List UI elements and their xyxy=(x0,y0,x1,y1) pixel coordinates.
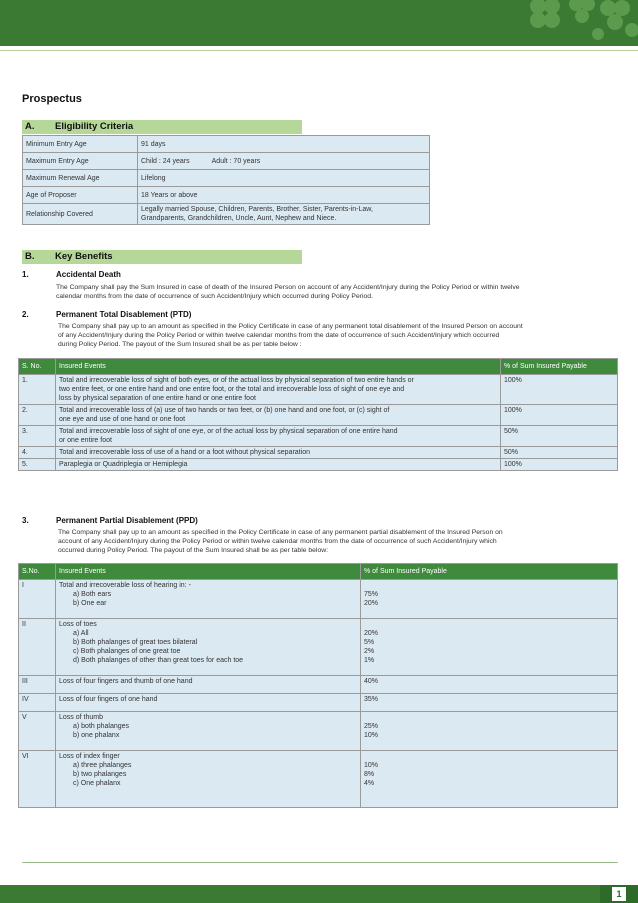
cell-sno: I xyxy=(19,580,56,619)
percent-value: 10% xyxy=(364,762,379,769)
cell-sno: III xyxy=(19,676,56,694)
percent-value: 4% xyxy=(364,780,375,787)
item-2-description xyxy=(58,322,624,349)
cell-sno: 4. xyxy=(19,447,56,459)
table-row xyxy=(23,187,430,204)
table-row xyxy=(19,619,618,676)
cell-percent: 100% xyxy=(501,405,618,426)
table-row xyxy=(19,676,618,694)
desc-line: account of any Accident/Injury during the Policy Period or within twelve calendar months from the date of occurrence of such Accident/Injury which xyxy=(58,538,497,545)
percent-value: 5% xyxy=(364,639,375,646)
col-header-percent: % of Sum Insured Payable xyxy=(361,564,618,580)
event-head: Total and irrecoverable loss of hearing in: - xyxy=(59,582,191,589)
elig-value-child: Child : 24 years xyxy=(141,157,190,165)
item-2-heading xyxy=(22,310,191,319)
cell-event xyxy=(56,405,501,426)
item-3-heading xyxy=(22,516,198,525)
elig-value xyxy=(138,153,430,170)
percent-value: 20% xyxy=(364,630,379,637)
table-row xyxy=(19,405,618,426)
cell-sno: V xyxy=(19,712,56,751)
elig-value-line: Grandparents, Grandchildren, Uncle, Aunt, Nephew and Niece. xyxy=(141,215,337,222)
table-row xyxy=(19,426,618,447)
section-b-heading xyxy=(22,250,302,264)
percent-value: 75% xyxy=(364,591,379,598)
event-sub: b) Both phalanges of great toes bilateral xyxy=(73,639,198,646)
percent-value: 25% xyxy=(364,723,379,730)
page-number: 1 xyxy=(612,887,626,901)
section-a-letter: A. xyxy=(25,121,35,132)
table-row xyxy=(19,712,618,751)
table-row xyxy=(19,375,618,405)
cell-sno: II xyxy=(19,619,56,676)
event-line: Total and irrecoverable loss of (a) use of two hands or two feet, or (b) one hand and one foot, or (c) sight of xyxy=(59,407,390,414)
desc-line: calendar months from the date of occurrence of such Accident/Injury which occurred during Policy Period. xyxy=(56,293,373,300)
cell-percent: 50% xyxy=(501,447,618,459)
elig-value-adult: Adult : 70 years xyxy=(211,157,261,165)
cell-sno: VI xyxy=(19,751,56,808)
page-title: Prospectus xyxy=(22,93,82,105)
table-row xyxy=(23,204,430,225)
col-header-events: Insured Events xyxy=(56,359,501,375)
cell-sno: 5. xyxy=(19,459,56,471)
table-header-row xyxy=(19,564,618,580)
desc-line: of any Accident/Injury during the Policy Period or within twelve calendar months from the date of occurrence of such Accident/Injury which occurred xyxy=(58,332,500,339)
desc-line: The Company shall pay up to an amount as specified in the Policy Certificate in case of any permanent partial disablement of the Insured Person on xyxy=(58,529,503,536)
table-row xyxy=(19,580,618,619)
item-1-number: 1. xyxy=(22,270,29,279)
cell-percent: 100% xyxy=(501,459,618,471)
item-3-number: 3. xyxy=(22,516,29,525)
elig-value xyxy=(138,204,430,225)
event-sub: a) All xyxy=(73,630,89,637)
event-line: two entire feet, or one entire hand and one entire foot, or the total and irrecoverable loss of sight of one eye and xyxy=(59,386,405,393)
event-sub: c) One phalanx xyxy=(73,780,121,787)
cell-percent: 35% xyxy=(361,694,618,712)
desc-line: during Policy Period. The payout of the Sum Insured shall be as per table below : xyxy=(58,341,302,348)
cell-sno: 3. xyxy=(19,426,56,447)
item-3-title: Permanent Partial Disablement (PPD) xyxy=(56,516,198,525)
cell-event: Total and irrecoverable loss of use of a hand or a foot without physical separation xyxy=(56,447,501,459)
cell-event xyxy=(56,426,501,447)
clover-logo-icon xyxy=(518,0,638,46)
elig-label: Minimum Entry Age xyxy=(23,136,138,153)
event-line: Total and irrecoverable loss of sight of both eyes, or of the actual loss by physical separation of two entire hands or xyxy=(59,377,414,384)
cell-percent: 40% xyxy=(361,676,618,694)
event-line: loss by physical separation of one entire hand or one entire foot xyxy=(59,395,256,402)
event-sub: a) Both ears xyxy=(73,591,112,598)
cell-percent xyxy=(361,580,618,619)
desc-line: occurred during Policy Period. The payout of the Sum Insured shall be as per table below: xyxy=(58,547,329,554)
event-sub: a) three phalanges xyxy=(73,762,132,769)
elig-value: Lifelong xyxy=(138,170,430,187)
cell-event xyxy=(56,712,361,751)
footer-banner xyxy=(0,885,638,903)
item-3-description xyxy=(58,528,624,555)
cell-event xyxy=(56,580,361,619)
table-row xyxy=(19,751,618,808)
table-row xyxy=(19,459,618,471)
event-line: or one entire foot xyxy=(59,437,112,444)
col-header-percent: % of Sum Insured Payable xyxy=(501,359,618,375)
item-2-title: Permanent Total Disablement (PTD) xyxy=(56,310,192,319)
eligibility-table xyxy=(22,135,430,225)
cell-sno: IV xyxy=(19,694,56,712)
ptd-table xyxy=(18,358,618,471)
percent-value: 1% xyxy=(364,657,375,664)
top-rule xyxy=(0,46,638,51)
item-1-heading xyxy=(22,270,121,279)
section-a-title: Eligibility Criteria xyxy=(55,121,134,132)
event-head: Loss of index finger xyxy=(59,753,120,760)
table-row xyxy=(19,694,618,712)
percent-value: 8% xyxy=(364,771,375,778)
col-header-sno: S. No. xyxy=(19,359,56,375)
page-number-box xyxy=(600,885,638,903)
percent-value: 10% xyxy=(364,732,379,739)
col-header-events: Insured Events xyxy=(56,564,361,580)
section-b-title: Key Benefits xyxy=(55,251,113,262)
cell-event: Loss of four fingers and thumb of one hand xyxy=(56,676,361,694)
section-a-heading xyxy=(22,120,302,134)
elig-value-line: Legally married Spouse, Children, Parents, Brother, Sister, Parents-in-Law, xyxy=(141,206,373,213)
event-sub: d) Both phalanges of other than great toes for each toe xyxy=(73,657,244,664)
cell-percent xyxy=(361,751,618,808)
desc-line: The Company shall pay up to an amount as specified in the Policy Certificate in case of any permanent total disablement of the Insured Person on account xyxy=(58,323,523,330)
item-2-number: 2. xyxy=(22,310,29,319)
event-head: Loss of thumb xyxy=(59,714,103,721)
event-head: Loss of toes xyxy=(59,621,97,628)
table-row xyxy=(23,136,430,153)
cell-sno: 2. xyxy=(19,405,56,426)
elig-value: 91 days xyxy=(138,136,430,153)
ppd-table xyxy=(18,563,618,808)
percent-value: 2% xyxy=(364,648,375,655)
section-b-letter: B. xyxy=(25,251,35,262)
table-row xyxy=(19,447,618,459)
elig-label: Maximum Renewal Age xyxy=(23,170,138,187)
elig-label: Age of Proposer xyxy=(23,187,138,204)
cell-percent: 100% xyxy=(501,375,618,405)
event-sub: b) two phalanges xyxy=(73,771,127,778)
cell-event xyxy=(56,375,501,405)
cell-event: Loss of four fingers of one hand xyxy=(56,694,361,712)
desc-line: The Company shall pay the Sum Insured in case of death of the Insured Person on account of any Accident/Injury during the Policy Period or within twelve xyxy=(56,284,520,291)
event-sub: b) One ear xyxy=(73,600,107,607)
elig-value: 18 Years or above xyxy=(138,187,430,204)
col-header-sno: S.No. xyxy=(19,564,56,580)
cell-event: Paraplegia or Quadriplegia or Hemiplegia xyxy=(56,459,501,471)
elig-label: Relationship Covered xyxy=(23,204,138,225)
cell-sno: 1. xyxy=(19,375,56,405)
event-sub: b) one phalanx xyxy=(73,732,120,739)
table-row xyxy=(23,153,430,170)
event-sub: a) both phalanges xyxy=(73,723,130,730)
cell-event xyxy=(56,619,361,676)
table-header-row xyxy=(19,359,618,375)
cell-percent xyxy=(361,619,618,676)
item-1-description xyxy=(56,283,624,301)
item-1-title: Accidental Death xyxy=(56,270,121,279)
cell-event xyxy=(56,751,361,808)
table-row xyxy=(23,170,430,187)
elig-label: Maximum Entry Age xyxy=(23,153,138,170)
bottom-rule xyxy=(22,862,618,863)
percent-value: 20% xyxy=(364,600,379,607)
cell-percent: 50% xyxy=(501,426,618,447)
cell-percent xyxy=(361,712,618,751)
event-line: one eye and use of one hand or one foot xyxy=(59,416,186,423)
event-sub: c) Both phalanges of one great toe xyxy=(73,648,181,655)
event-line: Total and irrecoverable loss of sight of one eye, or of the actual loss by physical separation of one entire hand xyxy=(59,428,398,435)
